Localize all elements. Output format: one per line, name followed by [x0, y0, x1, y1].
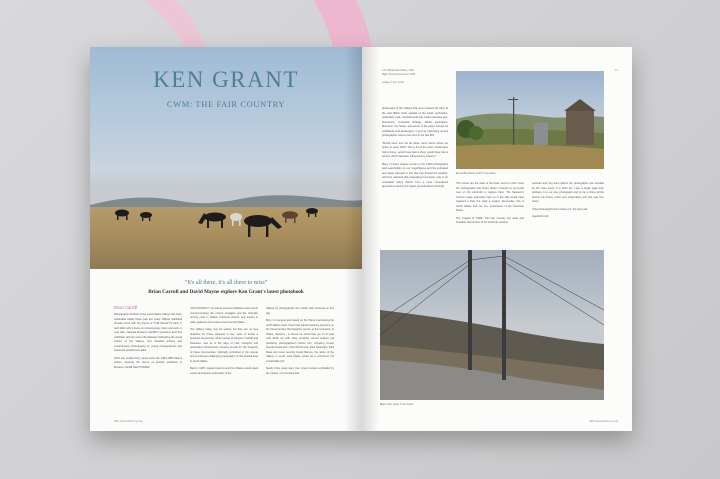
pull-quote: “It's all there, it's all there to miss”	[184, 280, 268, 286]
left-column-3	[266, 307, 334, 379]
credit-line: Right: Penny Rosemount, 2023	[382, 73, 416, 76]
credit-line: Images © Ken Grant	[382, 81, 404, 84]
left-page-footer: RPS Journal 2024 | rps.org	[114, 420, 143, 423]
paragraph: The horses are the stars of the book, and it is their home the photographs that Grant raises' contents to and pulls over on the windmills to capture them. The Museum's Groves image (opposite) high up in the hills would have required a look, but what a reward. Remember, this is South Wales and, for me, reminiscent of the American Plains.	[456, 182, 524, 212]
credit-line: Left: Blackwood Colliery, 2020	[382, 69, 414, 72]
paragraph: Valleys by photographer Ken Grant that continues to this day.	[266, 307, 334, 315]
page-number: 13	[615, 69, 618, 72]
paragraph: Photography Festival of the south Wales Valleys has been celebrated widely these past few years. Diffuse individual threads come with the theme of 'THE VALLEYS' back in April 2021 with a focus on contemporary vision and work. A year later, National Museum Cardiff's impressive land first exhibition with the same title followed celebrating the visual culture of the Valleys, and included archive and contemporary photographs by young photographers and seasoned practitioners alike.	[114, 313, 182, 352]
photo-caption-bottom: Blaen Cwm upper © Ken Grant	[380, 403, 413, 406]
page-header-credits	[382, 69, 415, 85]
right-page-footer: RPS Journal 2024 | rps.org	[589, 420, 618, 423]
paragraph: landscapes of the Valleys that once boasted the titles of the coal 'Black Gold' capitals of the world. Authorities, particularly coal, coincided with that market decades ago. Economics, contested heritage, Welsh aspirations: Moreover, the history and sense of the place through its inhabitants and landscapes, is just as interesting as this photographer seems over time in the late 80s.	[382, 107, 448, 137]
paragraph: "Would there ever be all these 'cans' doors where we spoke in early 2021? 'Not a lot of the place would have had a horse, would have had a shop, would have had a school, which had been influenced by industry.'"	[382, 141, 448, 158]
photo-telegraph-poles	[380, 250, 604, 400]
paragraph: AS AUTHORS IT, as well as several exhibitions and events commemorating the miners' struggles and the dramatic turning point in Wales' industrial closure and impact in wider galleries and venues around south Wales.	[190, 307, 258, 324]
paragraph: Many of these shapes remain in his CWM photographs (and searchable) on our mugs/figures and the cultivated and areas carousel in sun that has hosted the weather. And Ken captured that pretending to be feels, only to be unmasked where Winter from a more constrained approach to land in the higher grounds Mount through.	[382, 162, 448, 188]
photo-caption-top: Emma Birchwood, 2003 © Ken Grant	[456, 172, 496, 175]
photo-hillside-building	[456, 71, 604, 169]
right-column-3	[532, 182, 604, 223]
magazine-spread	[90, 47, 632, 431]
photo-hill-illustration	[380, 250, 604, 400]
paragraph: Back in 1987, regular travel to and from Wales would spark a slow and steady exploration of the	[190, 367, 258, 375]
horses-group	[90, 197, 362, 269]
right-column-2	[456, 182, 524, 229]
left-column-1	[114, 305, 182, 373]
paragraph: Nearly thirty years later, Ken Grant remains enthralled by the people, communities and	[266, 367, 334, 375]
left-page	[90, 47, 362, 431]
hero-photo-horses	[90, 47, 362, 269]
paragraph: revisited and dug them before the photographs are unveiled as the main event. It is short but I see a single page that, perhaps, it is our own photograph and to be to there all the photos the finest, know and observation just like real Ken Grant.	[532, 182, 604, 203]
article-subtitle: CWM: THE FAIR COUNTRY	[166, 99, 286, 109]
author-tag: Brian Carroll	[114, 305, 138, 310]
left-column-2	[190, 307, 258, 379]
paragraph: 2023 has studied forty years since the 1984-1985 Miners strikes, inspiring the theme of another exhibition in Museum Cardiff titled 'STRIKE!'	[114, 356, 182, 369]
paragraph: The images of CWM: The Fair Country are quiet and beautiful. Remember of the book has another	[456, 216, 524, 224]
paragraph: If the photographs there leave you, the story will.	[532, 207, 588, 211]
right-page	[362, 47, 632, 431]
photo-landscape-illustration	[456, 71, 604, 169]
article-title: KEN GRANT	[153, 67, 299, 92]
paragraph: Born in Liverpool and based on the Wirral overlooking the north Wales coast, Grant had started teaching part-time on the Documentary Photography course at the University of Wales, Newport - a course he would later go on to lead until 2019. As with other OneFilm course leaders (all practicing photographers) before him, including course founder David Hurn, Ron McCormick, Paul Seawright, Paul Reas and more recently David Barnes, the allure of the Valleys in south east Wales would be a prominent but comfortable itch.	[266, 319, 334, 363]
gutter-shadow-right	[362, 47, 380, 431]
paragraph: The Valleys today may be quieter but they are no less attractive for those choosing to live, work, or locate a business beyond the urban sprawl of Newport, Cardiff and Swansea. Just as in the days of coal, transport and associated infrastructure remains pivotal for the longevity of these communities, strikingly embodied in the unique and sometimes challenging topography of this special area in South Wales.	[190, 328, 258, 363]
byline: Brian Carroll and David Mayne explore Ken Grant's latest photobook	[148, 289, 304, 295]
paragraph: Hopefully both.	[532, 215, 550, 218]
right-column-1	[382, 107, 448, 193]
